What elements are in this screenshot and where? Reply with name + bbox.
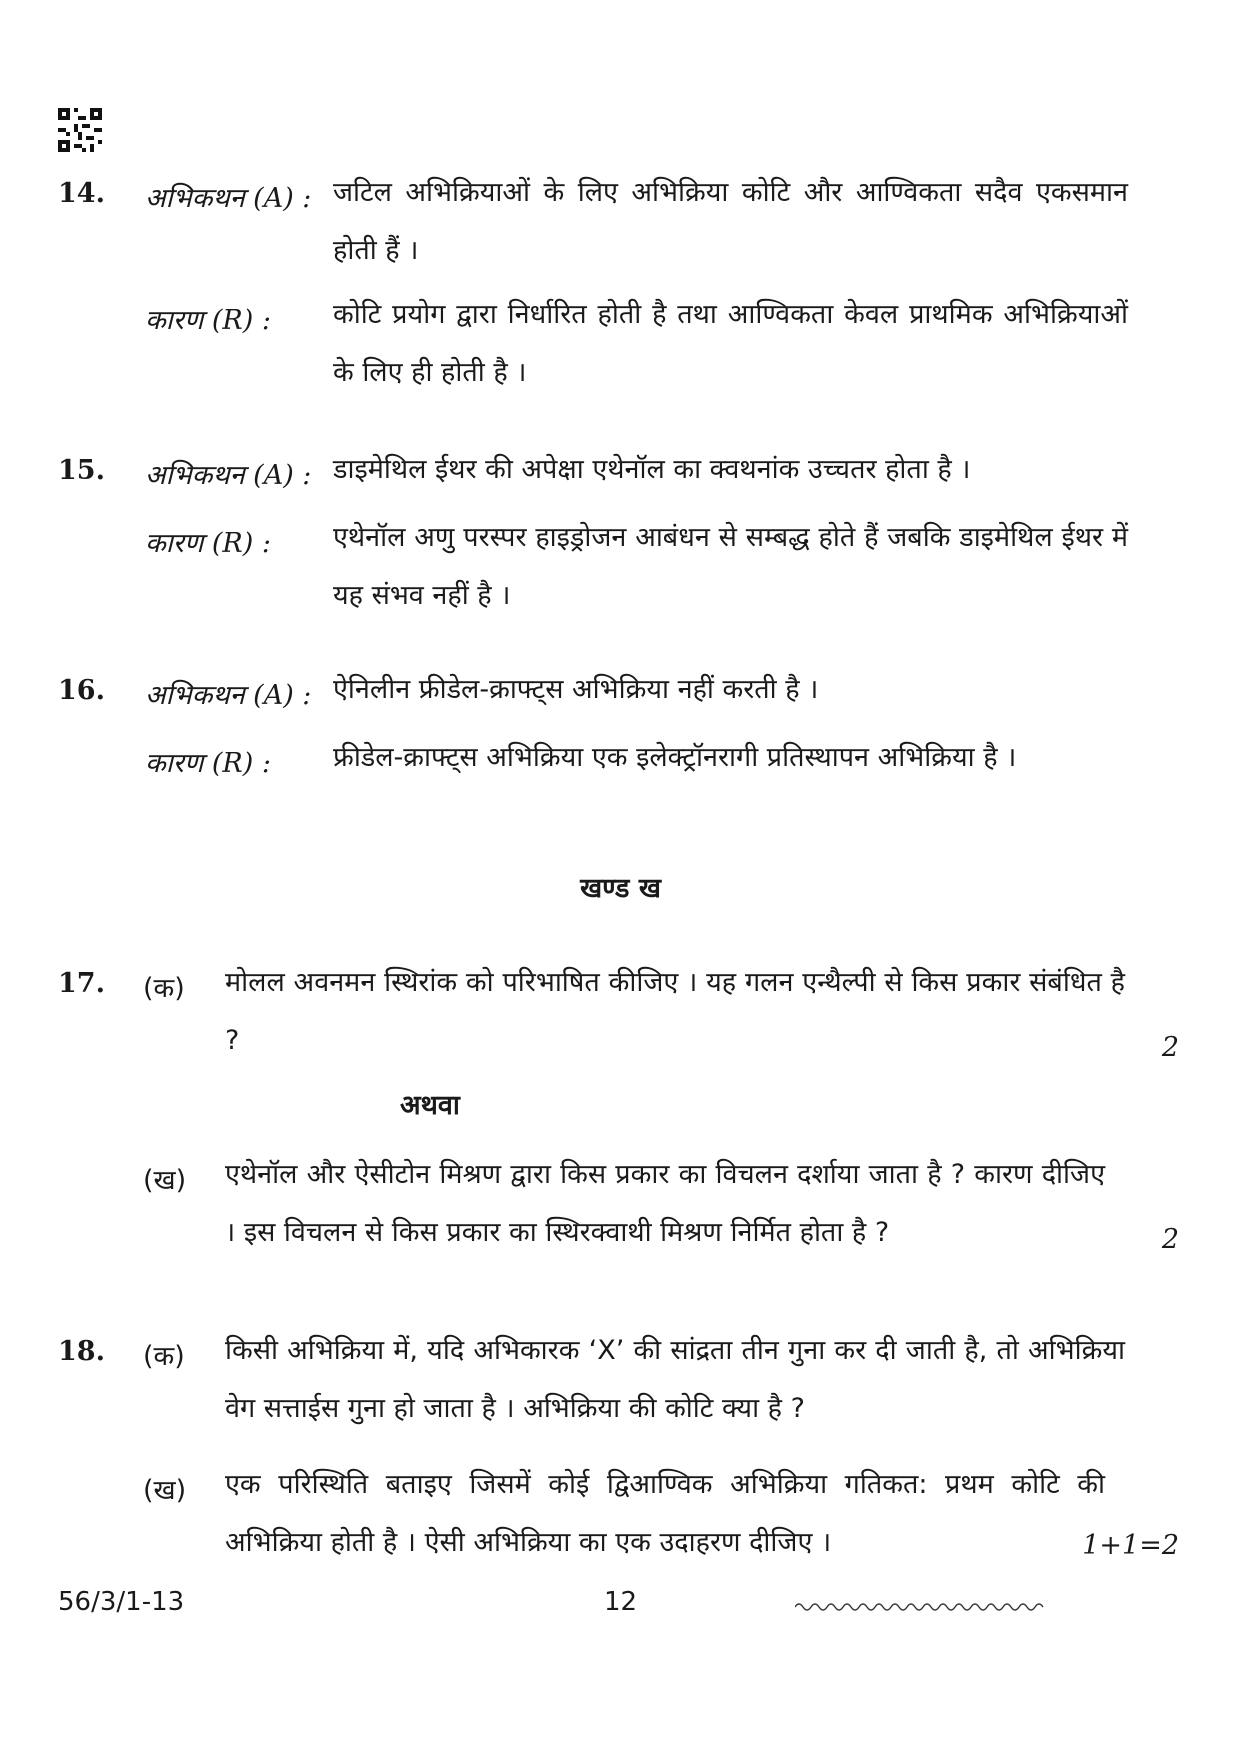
subpart-text: किसी अभिक्रिया में, यदि अभिकारक ‘X’ की सांद्रता तीन गुना कर दी जाती है, तो अभिक्रिया वेग सत्ताईस गुना हो जाता है । अभिक्रिया की कोटि क्या है ? (225, 1335, 1125, 1424)
paper-code: 56/3/1-13 (58, 1587, 185, 1617)
assertion-label: अभिकथन (A) : (145, 680, 312, 711)
reason-label: कारण (R) : (145, 305, 271, 336)
page-number: 12 (603, 1587, 638, 1617)
subpart-label: (क) (143, 1341, 185, 1372)
squiggle-line (795, 1600, 1050, 1614)
question-number: 17. (58, 968, 105, 999)
reason-label: कारण (R) : (145, 748, 271, 779)
subpart-text: एक परिस्थिति बताइए जिसमें कोई द्विआण्विक अभिक्रिया गतिकत: प्रथम कोटि की अभिक्रिया होती है । ऐसी अभिक्रिया का एक उदाहरण दीजिए । (225, 1469, 1105, 1558)
marks: 2 (1161, 1032, 1179, 1063)
assertion-label: अभिकथन (A) : (145, 460, 312, 491)
marks: 2 (1161, 1224, 1179, 1255)
question-number: 14. (58, 178, 105, 209)
section-title: खण्ड ख (580, 873, 661, 904)
marks: 1+1=2 (1082, 1530, 1179, 1561)
reason-text: कोटि प्रयोग द्वारा निर्धारित होती है तथा आण्विकता केवल प्राथमिक अभिक्रियाओं के लिए ही होती है । (333, 299, 1128, 388)
subpart-label: (ख) (143, 1165, 187, 1196)
subpart-label: (ख) (143, 1475, 187, 1506)
question-number: 18. (58, 1336, 105, 1367)
subpart-text: एथेनॉल और ऐसीटोन मिश्रण द्वारा किस प्रकार का विचलन दर्शाया जाता है ? कारण दीजिए । इस विचलन से किस प्रकार का स्थिरक्वाथी मिश्रण निर्मित होता है ? (225, 1159, 1105, 1248)
or-separator: अथवा (400, 1090, 460, 1121)
assertion-text: ऐनिलीन फ्रीडेल-क्राफ्ट्स अभिक्रिया नहीं करती है । (333, 674, 819, 705)
reason-text: एथेनॉल अणु परस्पर हाइड्रोजन आबंधन से सम्बद्ध होते हैं जबकि डाइमेथिल ईथर में यह संभव नहीं है । (333, 522, 1128, 611)
subpart-text: मोलल अवनमन स्थिरांक को परिभाषित कीजिए । यह गलन एन्थैल्पी से किस प्रकार संबंधित है ? (225, 967, 1125, 1056)
reason-text: फ्रीडेल-क्राफ्ट्स अभिक्रिया एक इलेक्ट्रॉनरागी प्रतिस्थापन अभिक्रिया है । (333, 742, 1017, 773)
question-number: 16. (58, 675, 105, 706)
reason-label: कारण (R) : (145, 528, 271, 559)
assertion-label: अभिकथन (A) : (145, 183, 312, 214)
assertion-text: जटिल अभिक्रियाओं के लिए अभिक्रिया कोटि और आण्विकता सदैव एकसमान होती हैं । (333, 177, 1128, 266)
subpart-label: (क) (143, 973, 185, 1004)
question-number: 15. (58, 455, 105, 486)
qr-code (58, 108, 102, 152)
assertion-text: डाइमेथिल ईथर की अपेक्षा एथेनॉल का क्वथनांक उच्चतर होता है । (333, 454, 971, 485)
